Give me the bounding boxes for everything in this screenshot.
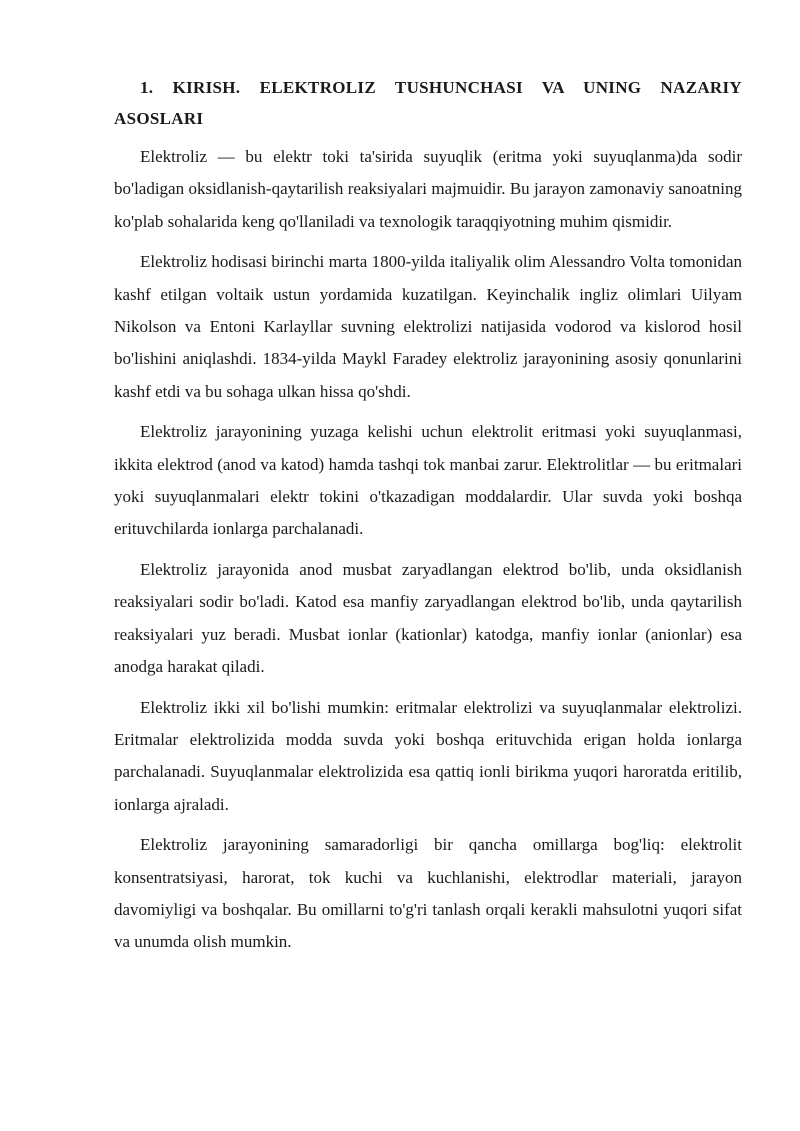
section-heading: 1. KIRISH. ELEKTROLIZ TUSHUNCHASI VA UNING NAZARIY ASOSLARI bbox=[114, 78, 742, 128]
paragraph-history: Elektroliz hodisasi birinchi marta 1800-yilda italiyalik olim Alessandro Volta tomonidan kashf etilgan voltaik ustun yordamida kuzatilgan. Keyinchalik ingliz olimlari Uilyam Nikolson va Entoni Karlayllar suvning elektrolizi natijasida vodorod va kislorod hosil bo'lishini aniqlashdi. 1834-yilda Maykl Faradey elektroliz jarayonining asosiy qonunlarini kashf etdi va bu sohaga ulkan hissa qo'shdi. bbox=[114, 252, 742, 401]
paragraph-efficiency: Elektroliz jarayonining samaradorligi bir qancha omillarga bog'liq: elektrolit konsentratsiyasi, harorat, tok kuchi va kuchlanishi, elektrodlar materiali, jarayon davomiyligi va boshqalar. Bu omillarni to'g'ri tanlash orqali kerakli mahsulotni yuqori sifat va unumda olish mumkin. bbox=[114, 835, 742, 952]
paragraph-types: Elektroliz ikki xil bo'lishi mumkin: eritmalar elektrolizi va suyuqlanmalar elektrolizi. Eritmalar elektrolizida modda suvda yoki boshqa erituvchida erigan holda ionlarga parchalanadi. Suyuqlanmalar elektrolizida esa qattiq ionli birikma yuqori haroratda eritilib, ionlarga ajraladi. bbox=[114, 697, 742, 814]
document-page bbox=[114, 72, 742, 967]
paragraph-electrodes: Elektroliz jarayonida anod musbat zaryadlangan elektrod bo'lib, unda oksidlanish reaksiyalari sodir bo'ladi. Katod esa manfiy zaryadlangan elektrod bo'lib, unda qaytarilish reaksiyalari yuz beradi. Musbat ionlar (kationlar) katodga, manfiy ionlar (anionlar) esa anodga harakat qiladi. bbox=[114, 559, 742, 677]
paragraph-definition: Elektroliz — bu elektr toki ta'sirida suyuqlik (eritma yoki suyuqlanma)da sodir bo'ladigan oksidlanish-qaytarilish reaksiyalari majmuidir. Bu jarayon zamonaviy sanoatning ko'plab sohalarida keng qo'llaniladi va texnologik taraqqiyotning muhim qismidir. bbox=[114, 147, 742, 231]
paragraph-requirements: Elektroliz jarayonining yuzaga kelishi uchun elektrolit eritmasi yoki suyuqlanmasi, ikkita elektrod (anod va katod) hamda tashqi tok manbai zarur. Elektrolitlar — bu eritmalari yoki suyuqlanmalari elektr tokini o'tkazadigan moddalardir. Ular suvda yoki boshqa erituvchilarda ionlarga parchalanadi. bbox=[114, 422, 742, 539]
